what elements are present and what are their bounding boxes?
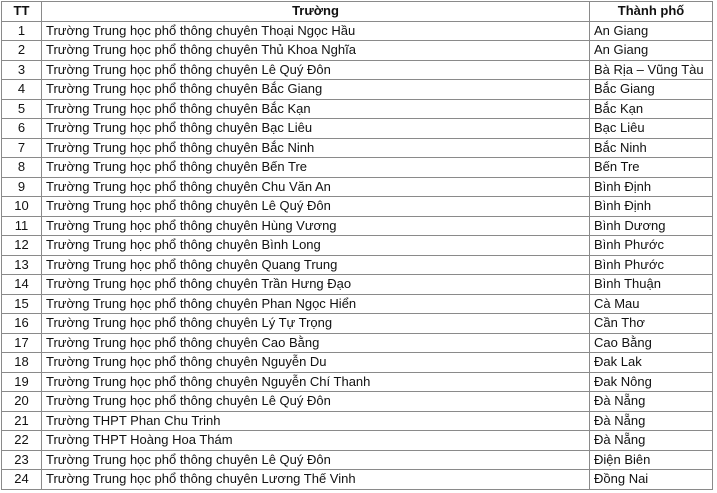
table-row <box>2 41 713 61</box>
school-name-cell: Trường Trung học phổ thông chuyên Lê Quý Đôn <box>42 450 590 470</box>
city-cell: Bà Rịa – Vũng Tàu <box>590 60 713 80</box>
table-row <box>2 470 713 490</box>
school-name-cell: Trường Trung học phổ thông chuyên Chu Văn An <box>42 177 590 197</box>
city-cell: An Giang <box>590 41 713 61</box>
city-cell: Cà Mau <box>590 294 713 314</box>
city-cell: Đà Nẵng <box>590 411 713 431</box>
row-number-cell: 7 <box>2 138 42 158</box>
school-name-cell: Trường Trung học phổ thông chuyên Lý Tự Trọng <box>42 314 590 334</box>
city-cell: Bạc Liêu <box>590 119 713 139</box>
table-row <box>2 411 713 431</box>
school-name-cell: Trường Trung học phổ thông chuyên Quang Trung <box>42 255 590 275</box>
city-cell: Cao Bằng <box>590 333 713 353</box>
school-name-cell: Trường Trung học phổ thông chuyên Bắc Kạn <box>42 99 590 119</box>
table-row <box>2 21 713 41</box>
table-row <box>2 138 713 158</box>
school-name-cell: Trường Trung học phổ thông chuyên Bạc Liêu <box>42 119 590 139</box>
table-row <box>2 99 713 119</box>
table-row <box>2 216 713 236</box>
table-row <box>2 80 713 100</box>
city-cell: Đồng Nai <box>590 470 713 490</box>
header-row <box>2 2 713 22</box>
row-number-cell: 11 <box>2 216 42 236</box>
table-row <box>2 314 713 334</box>
table-row <box>2 372 713 392</box>
row-number-cell: 16 <box>2 314 42 334</box>
row-number-cell: 17 <box>2 333 42 353</box>
header-tt: TT <box>2 2 42 22</box>
table-row <box>2 255 713 275</box>
header-school: Trường <box>42 2 590 22</box>
table-row <box>2 119 713 139</box>
row-number-cell: 2 <box>2 41 42 61</box>
schools-table <box>1 1 713 490</box>
table-row <box>2 275 713 295</box>
city-cell: Bình Phước <box>590 236 713 256</box>
table-row <box>2 450 713 470</box>
city-cell: Đà Nẵng <box>590 392 713 412</box>
table-row <box>2 177 713 197</box>
city-cell: Đak Nông <box>590 372 713 392</box>
city-cell: Đak Lak <box>590 353 713 373</box>
table-header <box>2 2 713 22</box>
table-row <box>2 431 713 451</box>
row-number-cell: 10 <box>2 197 42 217</box>
row-number-cell: 4 <box>2 80 42 100</box>
city-cell: Bắc Ninh <box>590 138 713 158</box>
city-cell: Bình Dương <box>590 216 713 236</box>
city-cell: Bắc Giang <box>590 80 713 100</box>
school-name-cell: Trường Trung học phổ thông chuyên Bắc Ninh <box>42 138 590 158</box>
table-row <box>2 158 713 178</box>
row-number-cell: 8 <box>2 158 42 178</box>
school-name-cell: Trường Trung học phổ thông chuyên Nguyễn Du <box>42 353 590 373</box>
school-name-cell: Trường Trung học phổ thông chuyên Bến Tre <box>42 158 590 178</box>
city-cell: Bình Định <box>590 177 713 197</box>
city-cell: Bình Định <box>590 197 713 217</box>
school-name-cell: Trường Trung học phổ thông chuyên Bắc Giang <box>42 80 590 100</box>
school-name-cell: Trường Trung học phổ thông chuyên Lê Quý Đôn <box>42 197 590 217</box>
table-body <box>2 21 713 489</box>
row-number-cell: 9 <box>2 177 42 197</box>
row-number-cell: 3 <box>2 60 42 80</box>
row-number-cell: 15 <box>2 294 42 314</box>
row-number-cell: 13 <box>2 255 42 275</box>
table-row <box>2 197 713 217</box>
school-name-cell: Trường Trung học phổ thông chuyên Lê Quý Đôn <box>42 392 590 412</box>
city-cell: Bình Phước <box>590 255 713 275</box>
row-number-cell: 24 <box>2 470 42 490</box>
city-cell: Bình Thuận <box>590 275 713 295</box>
table-row <box>2 294 713 314</box>
school-name-cell: Trường THPT Phan Chu Trinh <box>42 411 590 431</box>
school-name-cell: Trường Trung học phổ thông chuyên Phan Ngọc Hiển <box>42 294 590 314</box>
city-cell: Cần Thơ <box>590 314 713 334</box>
row-number-cell: 22 <box>2 431 42 451</box>
city-cell: An Giang <box>590 21 713 41</box>
school-name-cell: Trường Trung học phổ thông chuyên Thoại Ngọc Hầu <box>42 21 590 41</box>
row-number-cell: 1 <box>2 21 42 41</box>
city-cell: Đà Nẵng <box>590 431 713 451</box>
row-number-cell: 14 <box>2 275 42 295</box>
table-row <box>2 392 713 412</box>
row-number-cell: 23 <box>2 450 42 470</box>
school-name-cell: Trường Trung học phổ thông chuyên Hùng Vương <box>42 216 590 236</box>
school-name-cell: Trường Trung học phổ thông chuyên Nguyễn Chí Thanh <box>42 372 590 392</box>
table-row <box>2 333 713 353</box>
row-number-cell: 6 <box>2 119 42 139</box>
table-row <box>2 353 713 373</box>
row-number-cell: 21 <box>2 411 42 431</box>
city-cell: Điện Biên <box>590 450 713 470</box>
school-name-cell: Trường Trung học phổ thông chuyên Thủ Khoa Nghĩa <box>42 41 590 61</box>
school-name-cell: Trường Trung học phổ thông chuyên Cao Bằng <box>42 333 590 353</box>
table-row <box>2 236 713 256</box>
row-number-cell: 5 <box>2 99 42 119</box>
school-name-cell: Trường THPT Hoàng Hoa Thám <box>42 431 590 451</box>
row-number-cell: 19 <box>2 372 42 392</box>
table-row <box>2 60 713 80</box>
row-number-cell: 18 <box>2 353 42 373</box>
school-name-cell: Trường Trung học phổ thông chuyên Lương Thế Vinh <box>42 470 590 490</box>
school-name-cell: Trường Trung học phổ thông chuyên Bình Long <box>42 236 590 256</box>
school-name-cell: Trường Trung học phổ thông chuyên Trần Hưng Đạo <box>42 275 590 295</box>
city-cell: Bến Tre <box>590 158 713 178</box>
row-number-cell: 12 <box>2 236 42 256</box>
school-name-cell: Trường Trung học phổ thông chuyên Lê Quý Đôn <box>42 60 590 80</box>
row-number-cell: 20 <box>2 392 42 412</box>
city-cell: Bắc Kạn <box>590 99 713 119</box>
header-city: Thành phố <box>590 2 713 22</box>
